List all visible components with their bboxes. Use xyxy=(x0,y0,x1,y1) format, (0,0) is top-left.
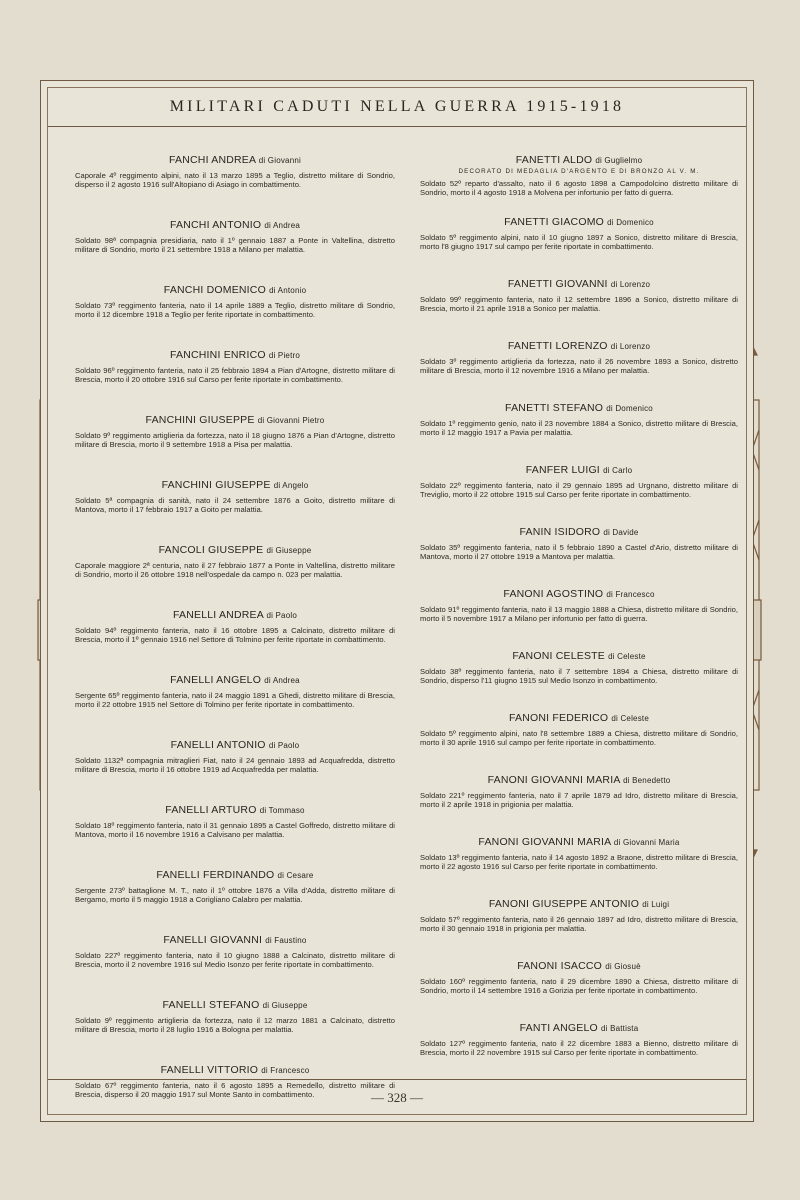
casualty-entry xyxy=(75,544,395,609)
surname-given-name: FANELLI ARTURO xyxy=(165,804,257,816)
page-number: — 328 — xyxy=(371,1090,423,1105)
footer-rule xyxy=(48,1079,746,1080)
surname-given-name: FANELLI ANTONIO xyxy=(170,739,266,751)
parentage: di Domenico xyxy=(607,218,654,227)
parentage: di Giovanni xyxy=(258,156,301,165)
casualty-entry xyxy=(420,278,738,340)
casualty-entry xyxy=(75,479,395,544)
surname-given-name: FANCHI DOMENICO xyxy=(163,284,266,296)
surname-given-name: FANONI GIOVANNI MARIA xyxy=(478,836,611,848)
casualty-details: Soldato 1132ª compagnia mitraglieri Fiat, nato il 24 gennaio 1893 ad Acquafredda, distretto militare di Brescia, morto il 16 ottobre 1919 ad Acquafredda per malattia. xyxy=(75,756,395,775)
casualty-details: Soldato 96º reggimento fanteria, nato il 25 febbraio 1894 a Pian d'Artogne, distretto militare di Brescia, morto il 20 ottobre 1916 sul Carso per ferite riportate in combattimento. xyxy=(75,366,395,385)
surname-given-name: FANELLI ANDREA xyxy=(173,609,264,621)
surname-given-name: FANELLI FERDINANDO xyxy=(156,869,275,881)
parentage: di Andrea xyxy=(264,676,300,685)
casualty-details: Soldato 99º reggimento fanteria, nato il 12 settembre 1896 a Sonico, distretto militare di Brescia, morto il 21 aprile 1918 a Sonico per malattia. xyxy=(420,295,738,314)
casualty-details: Soldato 5º reggimento alpini, nato il 10 giugno 1897 a Sonico, distretto militare di Brescia, morto l'8 giugno 1917 sul campo per ferite riportate in combattimento. xyxy=(420,233,738,252)
surname-given-name: FANTI ANGELO xyxy=(519,1022,598,1034)
casualty-details: Soldato 38º reggimento fanteria, nato il 7 settembre 1894 a Chiesa, distretto militare di Sondrio, disperso l'11 giugno 1915 sul Medio Isonzo in combattimento. xyxy=(420,667,738,686)
casualty-name xyxy=(75,414,395,426)
casualty-details: Caporale 4º reggimento alpini, nato il 13 marzo 1895 a Teglio, distretto militare di Sondrio, disperso il 2 agosto 1916 sull'Altopiano di Asiago in combattimento. xyxy=(75,171,395,190)
casualty-entry xyxy=(75,999,395,1064)
parentage: di Andrea xyxy=(264,221,301,230)
casualty-entry xyxy=(420,526,738,588)
casualty-name xyxy=(420,526,738,538)
parentage: di Celeste xyxy=(611,714,649,723)
surname-given-name: FANETTI ALDO xyxy=(515,154,593,166)
surname-given-name: FANFER LUIGI xyxy=(525,464,600,476)
casualty-name xyxy=(420,154,738,166)
casualty-entry xyxy=(420,340,738,402)
casualty-details: Soldato 221º reggimento fanteria, nato il 7 aprile 1879 ad Idro, distretto militare di Brescia, morto il 2 aprile 1918 in prigionia per malattia. xyxy=(420,791,738,810)
casualty-name xyxy=(420,278,738,290)
casualty-name xyxy=(75,674,395,686)
surname-given-name: FANONI ISACCO xyxy=(517,960,603,972)
casualty-name xyxy=(75,544,395,556)
casualty-name xyxy=(420,402,738,414)
parentage: di Battista xyxy=(601,1024,639,1033)
casualty-name xyxy=(75,804,395,816)
surname-given-name: FANCHINI GIUSEPPE xyxy=(161,479,271,491)
casualty-entry xyxy=(75,674,395,739)
parentage: di Giovanni Maria xyxy=(613,838,680,847)
surname-given-name: FANIN ISIDORO xyxy=(519,526,601,538)
casualty-name xyxy=(75,349,395,361)
casualty-entry xyxy=(420,960,738,1022)
surname-given-name: FANELLI VITTORIO xyxy=(160,1064,259,1076)
casualty-details: Soldato 5º reggimento alpini, nato l'8 settembre 1889 a Chiesa, distretto militare di Sondrio, morto il 30 aprile 1916 sul campo per ferite riportate in combattimento. xyxy=(420,729,738,748)
casualty-entry xyxy=(420,774,738,836)
casualty-entry xyxy=(75,219,395,284)
surname-given-name: FANCHINI ENRICO xyxy=(169,349,266,361)
parentage: di Lorenzo xyxy=(610,342,651,351)
decoration-note: DECORATO DI MEDAGLIA D'ARGENTO E DI BRONZO AL V. M. xyxy=(458,168,700,175)
parentage: di Lorenzo xyxy=(610,280,651,289)
casualty-entry xyxy=(420,1022,738,1084)
parentage: di Tommaso xyxy=(259,806,305,815)
casualty-name xyxy=(420,774,738,786)
casualty-details: Soldato 13º reggimento fanteria, nato il 14 agosto 1892 a Braone, distretto militare di Brescia, morto il 22 agosto 1916 sul Carso per ferite riportate in combattimento. xyxy=(420,853,738,872)
surname-given-name: FANELLI GIOVANNI xyxy=(163,934,263,946)
casualty-name xyxy=(75,934,395,946)
parentage: di Francesco xyxy=(261,1066,310,1075)
casualty-details: Soldato 227º reggimento fanteria, nato il 10 giugno 1888 a Calcinato, distretto militare di Brescia, morto il 2 novembre 1916 sul Medio Isonzo per ferite riportate in combattimento. xyxy=(75,951,395,970)
surname-given-name: FANONI GIUSEPPE ANTONIO xyxy=(488,898,640,910)
casualty-details: Sergente 65º reggimento fanteria, nato il 24 maggio 1891 a Ghedi, distretto militare di Brescia, morto il 22 ottobre 1915 nel Settore di Tolmino per ferite riportate in combattimento. xyxy=(75,691,395,710)
surname-given-name: FANETTI GIOVANNI xyxy=(507,278,608,290)
casualty-entry xyxy=(75,739,395,804)
casualty-name xyxy=(75,154,395,166)
casualty-entry xyxy=(420,464,738,526)
page-inner-frame xyxy=(47,87,747,1115)
parentage: di Paolo xyxy=(268,741,300,750)
parentage: di Giuseppe xyxy=(262,1001,308,1010)
casualty-entry xyxy=(420,650,738,712)
surname-given-name: FANETTI LORENZO xyxy=(507,340,608,352)
casualty-details: Soldato 5ª compagnia di sanità, nato il 24 settembre 1876 a Goito, distretto militare di Mantova, morto il 17 febbraio 1917 a Goito per malattia. xyxy=(75,496,395,515)
casualty-entry xyxy=(75,349,395,414)
casualty-details: Soldato 9º reggimento artiglieria da fortezza, nato il 12 marzo 1881 a Calcinato, distretto militare di Brescia, morto il 28 luglio 1916 a Bologna per malattia. xyxy=(75,1016,395,1035)
casualty-name xyxy=(420,1022,738,1034)
parentage: di Faustino xyxy=(265,936,307,945)
casualty-details: Soldato 94º reggimento fanteria, nato il 16 ottobre 1895 a Calcinato, distretto militare di Brescia, morto il 1º gennaio 1916 nel Settore di Tolmino per ferite riportate in combattimento. xyxy=(75,626,395,645)
casualty-details: Soldato 18º reggimento fanteria, nato il 31 gennaio 1895 a Castel Goffredo, distretto militare di Mantova, morto il 16 novembre 1916 a Calvisano per malattia. xyxy=(75,821,395,840)
casualty-details: Soldato 9º reggimento artiglieria da fortezza, nato il 18 giugno 1876 a Pian d'Artogne, distretto militare di Brescia, morto il 9 settembre 1918 a Pisa per malattia. xyxy=(75,431,395,450)
surname-given-name: FANETTI STEFANO xyxy=(505,402,604,414)
casualty-name xyxy=(75,219,395,231)
parentage: di Giovanni Pietro xyxy=(257,416,325,425)
casualty-entry xyxy=(75,934,395,999)
casualty-name xyxy=(75,999,395,1011)
parentage: di Angelo xyxy=(273,481,309,490)
casualty-name xyxy=(420,650,738,662)
casualty-name xyxy=(75,609,395,621)
surname-given-name: FANCOLI GIUSEPPE xyxy=(158,544,264,556)
casualty-entry xyxy=(420,154,738,216)
casualty-name xyxy=(75,739,395,751)
surname-given-name: FANONI GIOVANNI MARIA xyxy=(487,774,620,786)
parentage: di Antonio xyxy=(269,286,307,295)
surname-given-name: FANCHI ANTONIO xyxy=(169,219,262,231)
surname-given-name: FANELLI ANGELO xyxy=(170,674,262,686)
casualty-name xyxy=(420,588,738,600)
parentage: di Cesare xyxy=(277,871,314,880)
right-column xyxy=(420,154,738,1084)
casualty-name xyxy=(420,836,738,848)
parentage: di Paolo xyxy=(266,611,297,620)
casualty-entry xyxy=(75,609,395,674)
casualty-details: Soldato 67º reggimento fanteria, nato il 6 agosto 1895 a Remedello, distretto militare di Brescia, disperso il 20 maggio 1917 sul Monte Santo in combattimento. xyxy=(75,1081,395,1100)
document-page xyxy=(40,80,754,1122)
casualty-entry xyxy=(75,804,395,869)
parentage: di Giosuè xyxy=(605,962,641,971)
casualty-details: Soldato 35º reggimento fanteria, nato il 5 febbraio 1890 a Castel d'Ario, distretto militare di Mantova, morto il 27 ottobre 1919 a Mantova per malattia. xyxy=(420,543,738,562)
casualty-entry xyxy=(420,836,738,898)
casualty-name xyxy=(420,216,738,228)
casualty-details: Soldato 98ª compagnia presidiaria, nato il 1º gennaio 1887 a Ponte in Valtellina, distretto militare di Sondrio, morto il 21 settembre 1918 a Milano per malattia. xyxy=(75,236,395,255)
left-column xyxy=(75,154,395,1129)
casualty-details: Caporale maggiore 2ª centuria, nato il 27 febbraio 1877 a Ponte in Valtellina, distretto militare di Sondrio, morto il 26 ottobre 1918 nell'ospedale da campo n. 023 per malattia. xyxy=(75,561,395,580)
casualty-entry xyxy=(420,402,738,464)
casualty-entry xyxy=(75,284,395,349)
page-title: MILITARI CADUTI NELLA GUERRA 1915-1918 xyxy=(48,88,746,127)
casualty-name xyxy=(420,712,738,724)
casualty-name xyxy=(75,479,395,491)
surname-given-name: FANETTI GIACOMO xyxy=(504,216,605,228)
casualty-entry xyxy=(420,216,738,278)
casualty-name xyxy=(420,340,738,352)
casualty-details: Soldato 73º reggimento fanteria, nato il 14 aprile 1889 a Teglio, distretto militare di Sondrio, morto il 12 dicembre 1918 a Teglio per ferite riportate in combattimento. xyxy=(75,301,395,320)
casualty-details: Soldato 3º reggimento artiglieria da fortezza, nato il 26 novembre 1893 a Sonico, distretto militare di Brescia, morto il 12 novembre 1916 a Milano per malattia. xyxy=(420,357,738,376)
surname-given-name: FANCHINI GIUSEPPE xyxy=(145,414,255,426)
casualty-name xyxy=(75,1064,395,1076)
surname-given-name: FANCHI ANDREA xyxy=(169,154,256,166)
casualty-entry xyxy=(420,588,738,650)
parentage: di Benedetto xyxy=(623,776,671,785)
casualty-entry xyxy=(75,414,395,479)
casualty-details: Sergente 273º battaglione M. T., nato il 1º ottobre 1876 a Villa d'Adda, distretto militare di Bergamo, morto il 5 maggio 1918 a Corigliano Calabro per malattia. xyxy=(75,886,395,905)
casualty-details: Soldato 91º reggimento fanteria, nato il 13 maggio 1888 a Chiesa, distretto militare di Sondrio, morto il 5 novembre 1917 a Milano per infortunio per fatto di guerra. xyxy=(420,605,738,624)
casualty-entry xyxy=(420,898,738,960)
parentage: di Guglielmo xyxy=(595,156,643,165)
casualty-name xyxy=(420,960,738,972)
parentage: di Pietro xyxy=(268,351,301,360)
casualty-name xyxy=(420,898,738,910)
surname-given-name: FANONI AGOSTINO xyxy=(503,588,604,600)
surname-given-name: FANONI FEDERICO xyxy=(509,712,609,724)
casualty-details: Soldato 160º reggimento fanteria, nato il 29 dicembre 1890 a Chiesa, distretto militare di Sondrio, morto il 14 settembre 1916 a Gorizia per ferite riportate in combattimento. xyxy=(420,977,738,996)
parentage: di Luigi xyxy=(642,900,670,909)
casualty-details: Soldato 22º reggimento fanteria, nato il 29 gennaio 1895 ad Urgnano, distretto militare di Treviglio, morto il 22 ottobre 1915 sul Carso per ferite riportate in combattimento. xyxy=(420,481,738,500)
parentage: di Celeste xyxy=(608,652,646,661)
casualty-entry xyxy=(75,869,395,934)
surname-given-name: FANELLI STEFANO xyxy=(162,999,260,1011)
casualty-details: Soldato 127º reggimento fanteria, nato il 22 dicembre 1883 a Bienno, distretto militare di Brescia, morto il 22 novembre 1915 sul Carso per ferite riportate in combattimento. xyxy=(420,1039,738,1058)
parentage: di Giuseppe xyxy=(266,546,312,555)
casualty-name xyxy=(75,869,395,881)
surname-given-name: FANONI CELESTE xyxy=(512,650,605,662)
casualty-details: Soldato 57º reggimento fanteria, nato il 26 gennaio 1897 ad Idro, distretto militare di Brescia, morto il 30 gennaio 1918 in prigionia per malattia. xyxy=(420,915,738,934)
casualty-name xyxy=(75,284,395,296)
casualty-entry xyxy=(75,154,395,219)
parentage: di Francesco xyxy=(606,590,655,599)
casualty-details: Soldato 1º reggimento genio, nato il 23 novembre 1884 a Sonico, distretto militare di Brescia, morto il 12 maggio 1917 a Pavia per malattia. xyxy=(420,419,738,438)
parentage: di Domenico xyxy=(606,404,653,413)
casualty-name xyxy=(420,464,738,476)
casualty-details: Soldato 52º reparto d'assalto, nato il 6 agosto 1898 a Campodolcino distretto militare di Sondrio, morto il 4 agosto 1918 a Molvena per infortunio per fatto di guerra. xyxy=(420,179,738,198)
parentage: di Carlo xyxy=(603,466,633,475)
casualty-entry xyxy=(420,712,738,774)
parentage: di Davide xyxy=(603,528,639,537)
